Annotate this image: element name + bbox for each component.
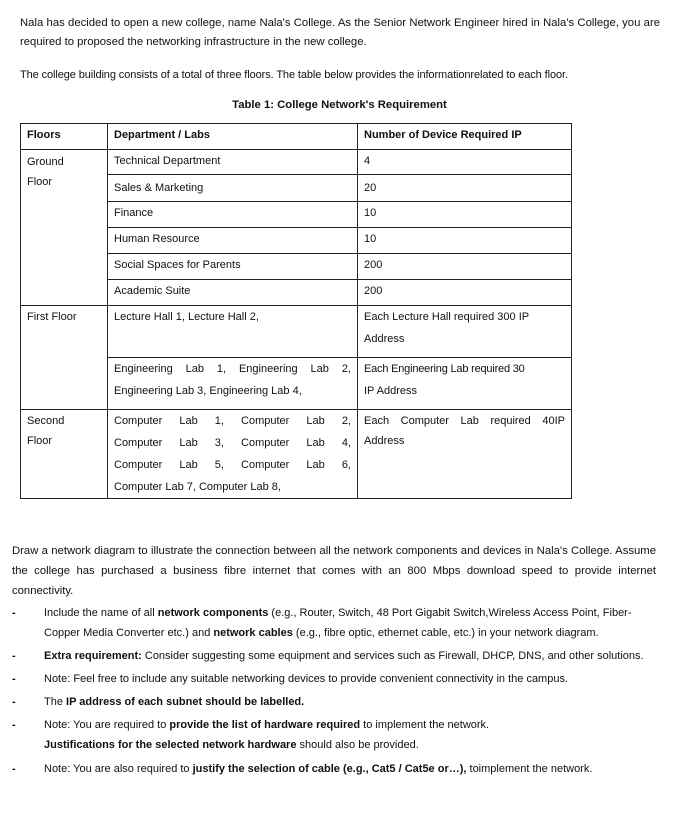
dept-cell: Social Spaces for Parents (108, 254, 358, 280)
table-row (21, 306, 572, 358)
requirements-table (20, 123, 572, 499)
ip-cell: 4 (358, 150, 572, 175)
bullet-dash: - (12, 696, 16, 708)
floor-ground: Ground Floor (21, 150, 108, 306)
bullet-dash: - (12, 650, 16, 662)
dept-cell: Technical Department (108, 150, 358, 175)
table-caption: Table 1: College Network's Requirement (232, 99, 447, 111)
ip-cell: Each Engineering Lab required 30 IP Address (358, 358, 572, 410)
dept-cell: Engineering Lab 1, Engineering Lab 2, Engineering Lab 3, Engineering Lab 4, (108, 358, 358, 410)
table-row (21, 150, 572, 175)
header-department: Department / Labs (108, 124, 358, 150)
list-item: - Extra requirement: Consider suggesting some equipment and services such as Firewall, DHCP, DNS, and other solutions. (12, 646, 664, 666)
dept-cell: Human Resource (108, 228, 358, 254)
list-item: - Include the name of all network components (e.g., Router, Switch, 48 Port Gigabit Switch,Wireless Access Point, Fiber-Copper Media Converter etc.) and network cables (e.g., fibre optic, ethernet cable, etc.) in your network diagram. (12, 603, 664, 643)
intro-paragraph: Nala has decided to open a new college, name Nala's College. As the Senior Network Engineer hired in Nala's College, you are required to proposed the networking infrastructure in the new college. (20, 17, 660, 48)
header-floors: Floors (21, 124, 108, 150)
bullet-dash: - (12, 719, 16, 731)
header-ip: Number of Device Required IP (358, 124, 572, 150)
floor-first: First Floor (21, 306, 108, 410)
floors-paragraph: The college building consists of a total of three floors. The table below provides the informationrelated to each floor. (20, 69, 568, 81)
ip-cell: 200 (358, 254, 572, 280)
list-item: - Note: You are also required to justify the selection of cable (e.g., Cat5 / Cat5e or…), toimplement the network. (12, 759, 664, 779)
ip-cell: 10 (358, 228, 572, 254)
bullet-dash: - (12, 673, 16, 685)
task-paragraph: Draw a network diagram to illustrate the connection between all the network components and devices in Nala's College. Assume the college has purchased a business fibre internet that comes with an 800 Mbps download speed to provide internet connectivity. (12, 545, 656, 598)
list-item: - Note: You are required to provide the list of hardware required to implement the network. Justifications for the selected network hardware should also be provided. (12, 715, 664, 755)
list-item: - Note: Feel free to include any suitable networking devices to provide convenient connectivity in the campus. (12, 669, 664, 689)
ip-cell: 20 (358, 175, 572, 202)
floor-second: Second Floor (21, 410, 108, 499)
requirements-list (12, 603, 664, 782)
ip-cell: Each Computer Lab required 40IP Address (358, 410, 572, 499)
dept-cell: Sales & Marketing (108, 175, 358, 202)
dept-cell: Computer Lab 1, Computer Lab 2, Computer Lab 3, Computer Lab 4, Computer Lab 5, Computer Lab 6, Computer Lab 7, Computer Lab 8, (108, 410, 358, 499)
ip-cell: 10 (358, 202, 572, 228)
list-item: - The IP address of each subnet should be labelled. (12, 692, 664, 712)
dept-cell: Lecture Hall 1, Lecture Hall 2, (108, 306, 358, 358)
dept-cell: Finance (108, 202, 358, 228)
ip-cell: Each Lecture Hall required 300 IP Address (358, 306, 572, 358)
dept-cell: Academic Suite (108, 280, 358, 306)
ip-cell: 200 (358, 280, 572, 306)
table-header-row (21, 124, 572, 150)
bullet-dash: - (12, 607, 16, 619)
table-row (21, 410, 572, 499)
bullet-dash: - (12, 763, 16, 775)
